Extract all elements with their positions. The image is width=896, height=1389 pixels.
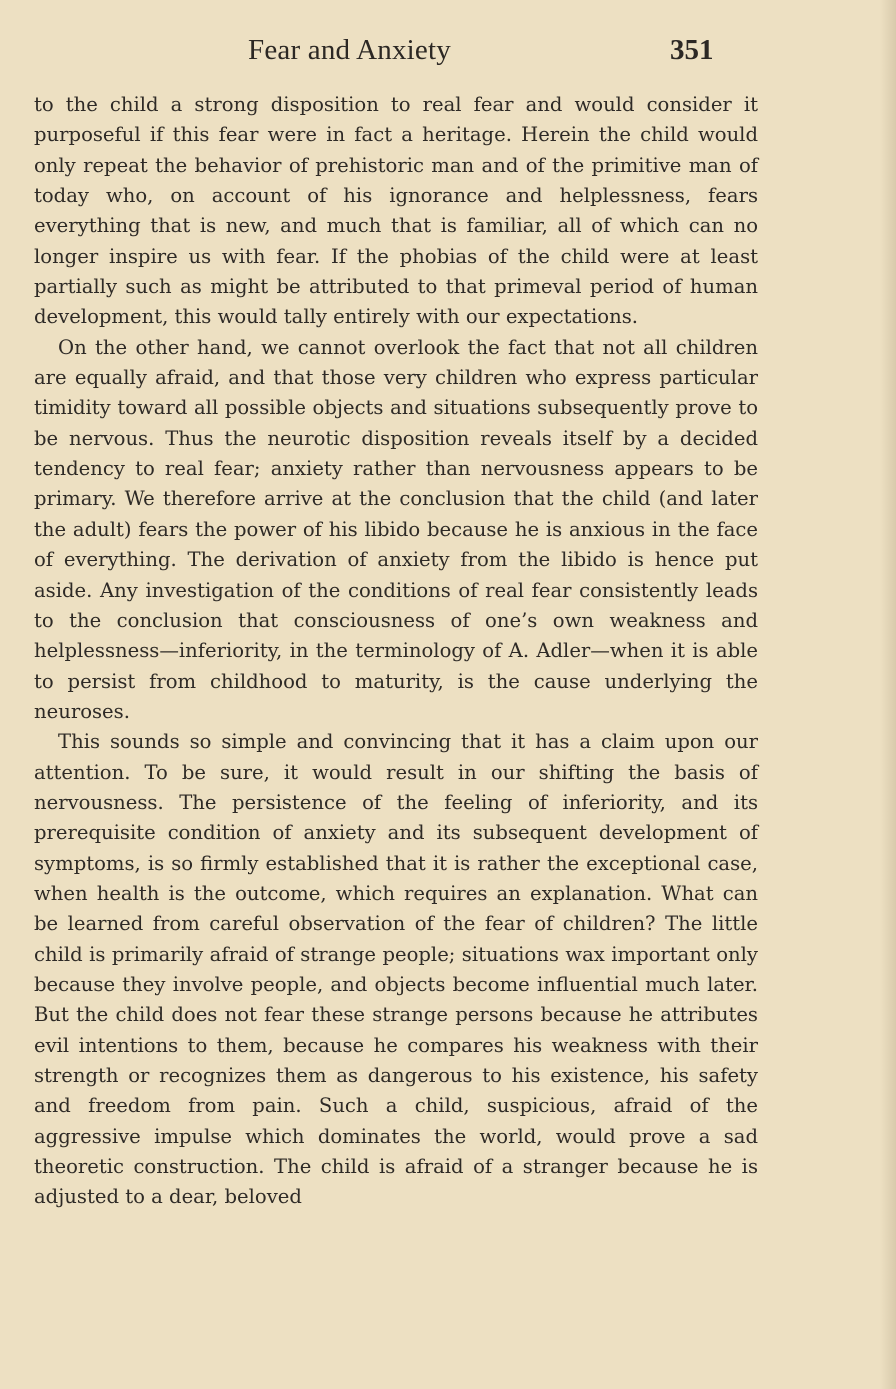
body-text xyxy=(34,90,758,1213)
running-title: Fear and Anxiety xyxy=(248,34,451,66)
paragraph-continued: to the child a strong disposition to real fear and would consider it purposeful if this fear were in fact a heritage. Herein the child would only repeat the behavior of prehistoric man and of the primitive man of today who, on account of his ignorance and helplessness, fears everything that is new, and much that is familiar, all of which can no longer inspire us with fear. If the phobias of the child were at least partially such as might be attributed to that primeval period of human development, this would tally entirely with our expectations. xyxy=(34,93,758,329)
paragraph: On the other hand, we cannot overlook the fact that not all children are equally afraid, and that those very children who express particular timidity toward all possible objects and situations subsequently prove to be nervous. Thus the neurotic disposition reveals itself by a decided tendency to real fear; anxiety rather than nervousness appears to be primary. We therefore arrive at the conclusion that the child (and later the adult) fears the power of his libido because he is anxious in the face of everything. The derivation of anxiety from the libido is hence put aside. Any investigation of the conditions of real fear consistently leads to the conclusion that consciousness of one’s own weakness and helplessness—inferiority, in the terminology of A. Adler—when it is able to persist from childhood to maturity, is the cause underlying the neuroses. xyxy=(34,335,758,723)
paragraph: This sounds so simple and convincing that it has a claim upon our attention. To be sure, it would result in our shifting the basis of nervousness. The persistence of the feeling of inferiority, and its prerequisite condition of anxiety and its subsequent development of symptoms, is so firmly established that it is rather the exceptional case, when health is the outcome, which requires an explanation. What can be learned from careful observation of the fear of children? The little child is primarily afraid of strange people; situations wax important only because they involve people, and objects become influential much later. But the child does not fear these strange persons because he attributes evil intentions to them, because he compares his weakness with their strength or recognizes them as dangerous to his existence, his safety and freedom from pain. Such a child, suspicious, afraid of the aggressive impulse which dominates the world, would prove a sad theoretic construction. The child is afraid of a stranger because he is adjusted to a dear, beloved xyxy=(34,730,758,1209)
page-number: 351 xyxy=(670,34,714,66)
page-edge-shadow xyxy=(880,0,896,1389)
page-header xyxy=(0,34,896,74)
